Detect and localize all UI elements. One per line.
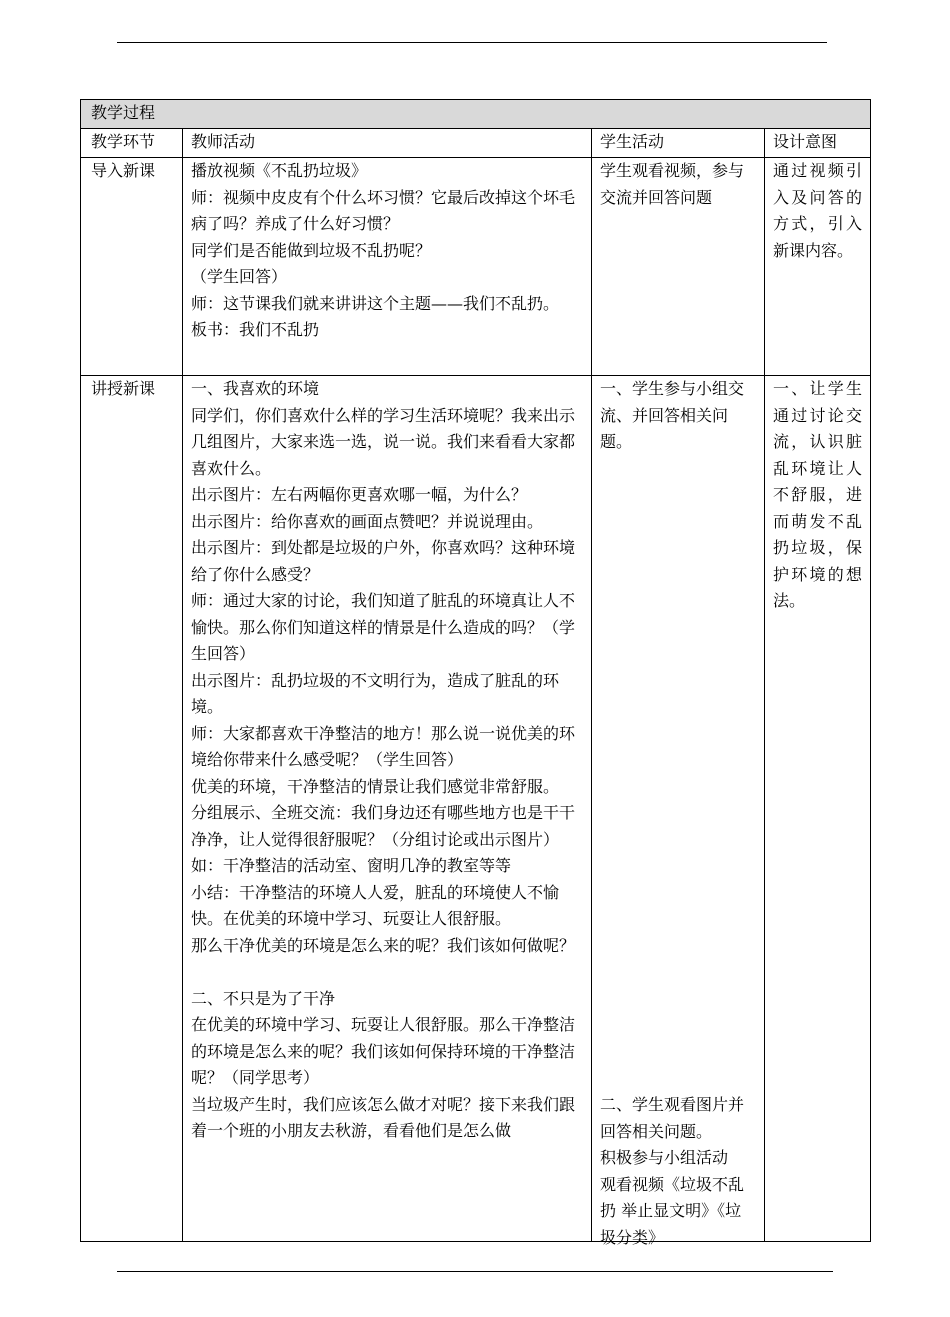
teacher-line: 当垃圾产生时，我们应该怎么做才对呢？接下来我们跟着一个班的小朋友去秋游，看看他们是怎么做 [191,1094,576,1140]
teacher-line: 播放视频《不乱扔垃圾》 [191,161,368,180]
teacher-line: 出示图片：到处都是垃圾的户外，你喜欢吗？这种环境给了你什么感受？ [191,538,576,584]
teacher-line: 二、不只是为了干净 [191,988,336,1008]
teacher-line: 师：这节课我们就来讲讲这个主题——我们不乱扔。 [191,293,560,313]
student-line: 一、学生参与小组交流、并回答相关问题。 [600,379,745,451]
header-intent: 设计意图 [765,129,871,158]
student-line: 观看视频《垃圾不乱扔 举止显文明》《垃圾分类》 [600,1174,745,1247]
teacher-line: 在优美的环境中学习、玩耍让人很舒服。那么干净整洁的环境是怎么来的呢？我们该如何保持环境的干净整洁呢？（同学思考） [191,1015,576,1087]
teacher-line: 优美的环境，干净整洁的情景让我们感觉非常舒服。 [191,776,560,796]
header-teacher: 教师活动 [183,129,592,158]
student-part2 [600,1092,756,1251]
header-student: 学生活动 [592,129,765,158]
footer-rule [117,1271,833,1272]
teacher-line: 师：视频中皮皮有个什么坏习惯？它最后改掉这个坏毛病了吗？养成了什么好习惯？ [191,187,576,233]
table-row [81,158,871,376]
teacher-line: 如：干净整洁的活动室、窗明几净的教室等等 [191,856,512,875]
paragraph-gap [191,959,583,986]
teacher-line: 出示图片：乱扔垃圾的不文明行为，造成了脏乱的环境。 [191,670,560,716]
teacher-line: 板书：我们不乱扔 [191,320,320,339]
teacher-line: 同学们是否能做到垃圾不乱扔呢？ [191,240,432,260]
teacher-cell [183,376,592,1242]
table-title-row [81,100,871,129]
header-stage: 教学环节 [81,129,183,158]
teacher-line: （学生回答） [191,267,288,286]
header-rule [117,42,827,43]
teacher-line: 出示图片：给你喜欢的画面点赞吧？并说说理由。 [191,511,544,531]
student-cell [592,376,765,1247]
intent-cell [765,376,871,1242]
teacher-line: 师：大家都喜欢干净整洁的地方！那么说一说优美的环境给你带来什么感受呢？（学生回答） [191,723,576,769]
intent-line: 一、让学生通过讨论交流，认识脏乱环境让人不舒服，进而萌发不乱扔垃圾，保护环境的想法。 [773,379,863,610]
teacher-line: 一、我喜欢的环境 [191,379,320,398]
table-header-row [81,129,871,158]
stage-cell: 导入新课 [81,158,183,376]
teacher-line: 分组展示、全班交流：我们身边还有哪些地方也是干干净净，让人觉得很舒服呢？（分组讨论或出示图片） [191,803,576,849]
teacher-line: 小结：干净整洁的环境人人爱，脏乱的环境使人不愉快。在优美的环境中学习、玩耍让人很舒服。 [191,882,560,928]
teacher-line: 同学们，你们喜欢什么样的学习生活环境呢？我来出示几组图片，大家来选一选，说一说。我们来看看大家都喜欢什么。 [191,405,576,478]
student-cell [592,158,765,376]
lesson-table [80,99,871,1247]
teacher-line: 出示图片：左右两幅你更喜欢哪一幅，为什么？ [191,485,528,504]
stage-cell: 讲授新课 [81,376,183,1242]
teacher-cell [183,158,592,376]
student-line: 二、学生观看图片并回答相关问题。 [600,1095,745,1141]
intent-cell [765,158,871,376]
student-line: 学生观看视频，参与交流并回答问题 [600,161,745,207]
table-title: 教学过程 [81,100,871,129]
teacher-line: 师：通过大家的讨论，我们知道了脏乱的环境真让人不愉快。那么你们知道这样的情景是什么造成的吗？（学生回答） [191,591,576,663]
table-row [81,376,871,1242]
student-line: 积极参与小组活动 [600,1148,729,1167]
intent-line: 通过视频引入及问答的方式，引入新课内容。 [773,161,863,260]
teacher-line: 那么干净优美的环境是怎么来的呢？我们该如何做呢？ [191,935,576,955]
